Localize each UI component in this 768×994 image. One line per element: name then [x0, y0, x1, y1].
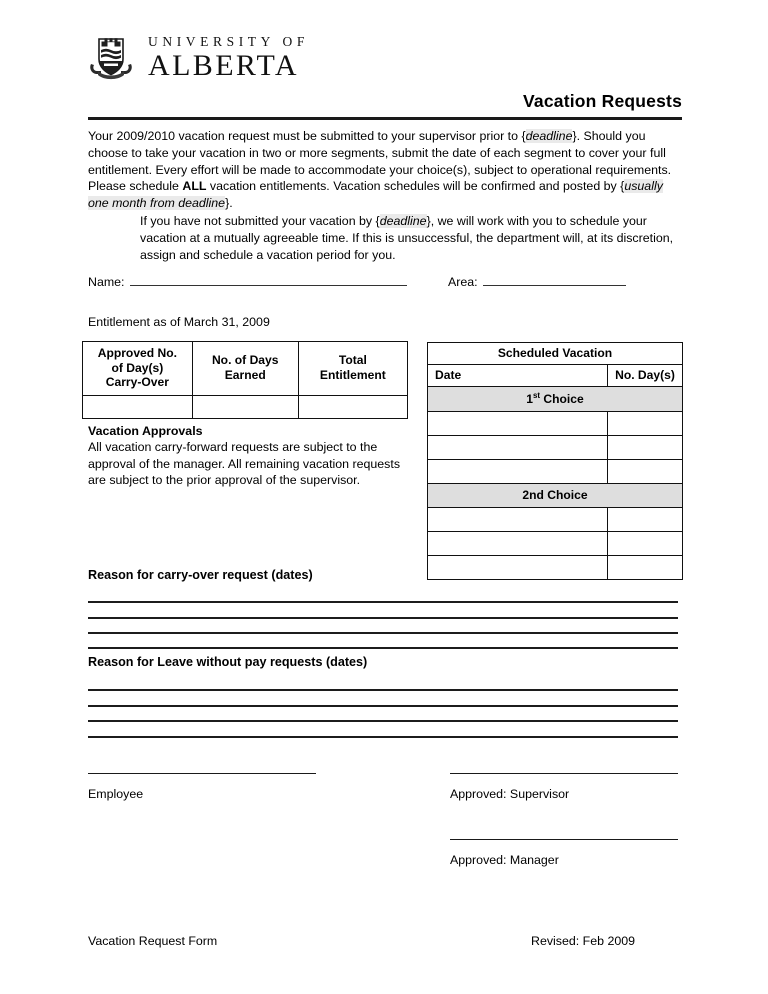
column-header-date: Date	[428, 365, 608, 387]
cell-first-choice-date-2[interactable]	[428, 436, 608, 460]
cell-second-choice-date-3[interactable]	[428, 556, 608, 580]
vacation-approvals-body: All vacation carry-forward requests are subject to the approval of the manager. All remaining vacation requests are subject to the prior approval of the supervisor.	[88, 440, 401, 488]
scheduled-vacation-title-row	[428, 343, 683, 365]
carry-over-writing-line-2[interactable]	[88, 617, 678, 619]
table-row	[83, 395, 408, 418]
intro-p1-part-a: Your 2009/2010 vacation request must be submitted to your supervisor prior to {	[88, 129, 526, 143]
vacation-approvals-note	[88, 423, 418, 489]
entitlement-table	[82, 341, 408, 419]
carry-over-reason-heading: Reason for carry-over request (dates)	[88, 568, 313, 582]
carry-over-header-line-2: of Day(s)	[111, 360, 164, 375]
page-title: Vacation Requests	[522, 91, 682, 111]
column-header-total-entitlement	[298, 342, 407, 396]
wordmark-line-alberta: ALBERTA	[148, 49, 299, 83]
cell-second-choice-date-1[interactable]	[428, 508, 608, 532]
lwop-writing-line-3[interactable]	[88, 720, 678, 722]
lwop-writing-line-2[interactable]	[88, 705, 678, 707]
footer-revision-date: Revised: Feb 2009	[531, 934, 636, 948]
manager-signature-label: Approved: Manager	[450, 853, 559, 867]
employee-signature-line[interactable]	[88, 773, 316, 774]
carry-over-header-line-3: Carry-Over	[105, 375, 169, 390]
cell-first-choice-days-1[interactable]	[608, 412, 683, 436]
first-choice-word: Choice	[540, 392, 584, 407]
identification-fields	[88, 272, 684, 289]
days-earned-header-line-1: No. of Days	[211, 353, 279, 368]
cell-days-earned-value[interactable]	[192, 395, 298, 418]
intro-p1-part-b: }. Should you choose to take your vacation in two or more segments, submit the date of each segment to cover your full entitlement. Every effort will be made to accommodate your choice(s), subject to operational requirements. Please schedule	[88, 129, 672, 194]
second-choice-label: 2nd Choice	[428, 484, 683, 508]
name-label: Name:	[88, 275, 125, 289]
cell-first-choice-days-2[interactable]	[608, 436, 683, 460]
placeholder-deadline-2: deadline	[379, 214, 427, 228]
carry-over-writing-line-1[interactable]	[88, 601, 678, 603]
university-logo	[88, 33, 309, 83]
cell-first-choice-days-3[interactable]	[608, 460, 683, 484]
table-row	[428, 532, 683, 556]
second-choice-divider-row	[428, 484, 683, 508]
wordmark-line-university: UNIVERSITY OF	[148, 33, 309, 49]
column-header-no-days: No. Day(s)	[608, 365, 683, 387]
cell-second-choice-days-1[interactable]	[608, 508, 683, 532]
carry-over-writing-line-4[interactable]	[88, 647, 678, 649]
intro-p2-part-b: }, we will work with you to schedule your vacation at a mutually agreeable time. If this is unsuccessful, the department will, at its discretion, assign and schedule a vacation period for you.	[140, 214, 674, 262]
name-field-group	[88, 272, 407, 289]
manager-signature-line[interactable]	[450, 839, 678, 840]
table-row	[428, 436, 683, 460]
cell-carry-over-value[interactable]	[83, 395, 193, 418]
total-entitlement-header-line-2: Entitlement	[319, 367, 386, 382]
scheduled-vacation-header-row	[428, 365, 683, 387]
leave-without-pay-reason-heading: Reason for Leave without pay requests (dates)	[88, 655, 368, 669]
table-row	[428, 508, 683, 532]
supervisor-signature-label: Approved: Supervisor	[450, 787, 570, 801]
table-row	[428, 412, 683, 436]
placeholder-posted-by: usually one month from deadline	[88, 179, 663, 211]
table-row	[428, 556, 683, 580]
vacation-approvals-heading: Vacation Approvals	[88, 424, 203, 438]
first-choice-label	[428, 387, 683, 412]
table-row	[428, 460, 683, 484]
footer-form-name: Vacation Request Form	[88, 934, 218, 948]
lwop-writing-line-4[interactable]	[88, 736, 678, 738]
column-header-days-earned	[192, 342, 298, 396]
cell-second-choice-days-3[interactable]	[608, 556, 683, 580]
entitlement-as-of-label: Entitlement as of March 31, 2009	[88, 315, 270, 329]
header-divider	[88, 117, 682, 120]
scheduled-vacation-title: Scheduled Vacation	[428, 343, 683, 365]
university-shield-crest-icon	[88, 33, 134, 83]
intro-paragraph-2	[140, 213, 686, 263]
intro-p1-part-d: }.	[225, 196, 233, 211]
intro-p1-emphasis-all: ALL	[182, 179, 207, 194]
area-input[interactable]	[483, 272, 626, 286]
placeholder-deadline-1: deadline	[525, 129, 573, 143]
area-field-group	[448, 272, 626, 289]
first-choice-ordinal-suffix: st	[532, 391, 541, 400]
supervisor-signature-line[interactable]	[450, 773, 678, 774]
cell-second-choice-days-2[interactable]	[608, 532, 683, 556]
first-choice-divider-row	[428, 387, 683, 412]
cell-first-choice-date-1[interactable]	[428, 412, 608, 436]
days-earned-header-line-2: Earned	[224, 367, 266, 382]
intro-p2-part-a: If you have not submitted your vacation by {	[140, 214, 380, 228]
employee-signature-label: Employee	[88, 787, 144, 801]
table-header-row	[83, 342, 408, 396]
total-entitlement-header-line-1: Total	[338, 353, 367, 368]
cell-second-choice-date-2[interactable]	[428, 532, 608, 556]
cell-total-entitlement-value[interactable]	[298, 395, 407, 418]
cell-first-choice-date-3[interactable]	[428, 460, 608, 484]
carry-over-writing-line-3[interactable]	[88, 632, 678, 634]
carry-over-header-line-1: Approved No.	[97, 346, 178, 360]
intro-paragraph-1	[88, 128, 684, 212]
intro-p1-part-c: vacation entitlements. Vacation schedules will be confirmed and posted by {	[206, 179, 625, 194]
name-input[interactable]	[130, 272, 407, 286]
area-label: Area:	[448, 275, 478, 289]
university-wordmark	[148, 35, 309, 82]
scheduled-vacation-table	[427, 342, 683, 580]
first-choice-number: 1	[526, 392, 533, 407]
column-header-carry-over	[83, 342, 193, 396]
lwop-writing-line-1[interactable]	[88, 689, 678, 691]
